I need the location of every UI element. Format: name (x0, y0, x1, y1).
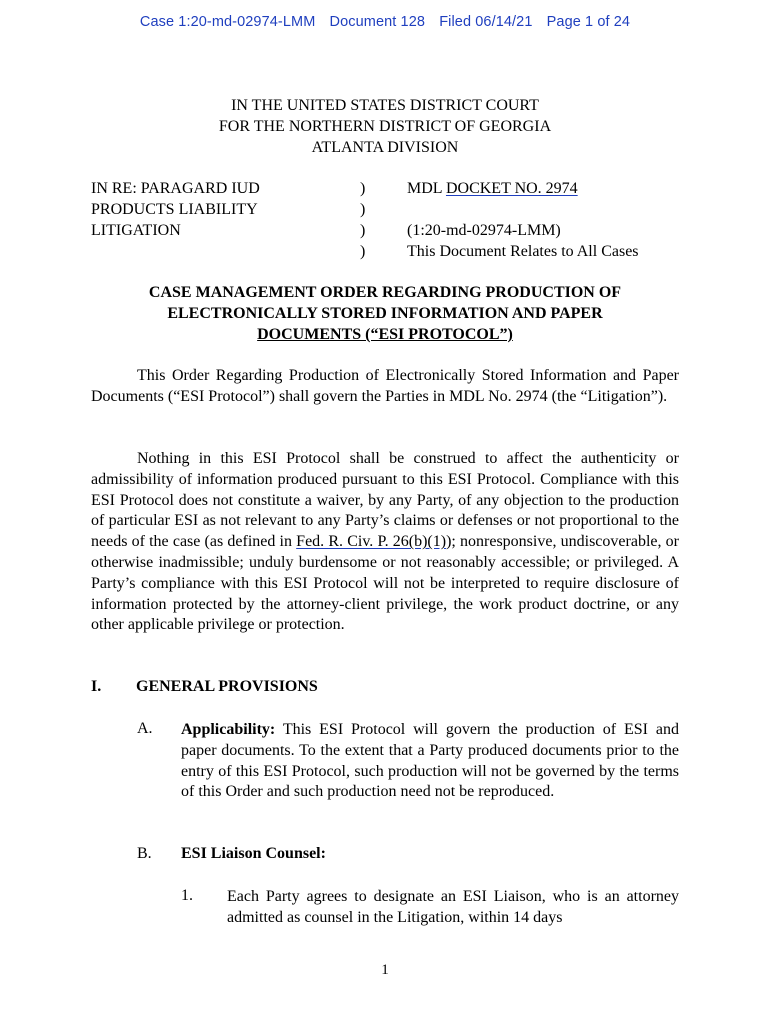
header-document-number: Document 128 (329, 14, 426, 30)
relates-line: This Document Relates to All Cases (407, 243, 639, 260)
court-heading (0, 95, 770, 158)
caption-paren: ) (360, 201, 366, 218)
mdl-prefix: MDL (407, 180, 446, 197)
caption-paren: ) (360, 243, 366, 260)
subsection-a-number: A. (137, 720, 153, 737)
section-number: I. (91, 678, 102, 695)
paragraph-2 (91, 449, 679, 636)
caption-line: IN RE: PARAGARD IUD (91, 180, 260, 197)
header-page-count: Page 1 of 24 (546, 14, 631, 30)
case-number-line: (1:20-md-02974-LMM) (407, 222, 561, 239)
caption-paren: ) (360, 180, 366, 197)
applicability-label: Applicability: (181, 721, 276, 738)
title-line-2: ELECTRONICALLY STORED INFORMATION AND PAPER (167, 305, 603, 322)
applicability-text: This ESI Protocol will govern the production of ESI and paper documents. To the extent that a Party produced documents prior to the entry of this ESI Protocol, such production will not be governed by the terms of this Order and such production need not be reproduced. (181, 721, 679, 801)
section-title: GENERAL PROVISIONS (136, 678, 318, 695)
ecf-header (0, 14, 770, 30)
fed-rule-link[interactable]: Fed. R. Civ. P. 26(b)(1) (296, 533, 447, 551)
subsection-b-title: ESI Liaison Counsel: (181, 845, 326, 862)
court-line-1: IN THE UNITED STATES DISTRICT COURT (231, 97, 539, 114)
page-number: 1 (381, 962, 389, 978)
order-title (0, 282, 770, 345)
paragraph-2-text-b: ); nonresponsive, undiscoverable, or otherwise inadmissible; unduly burdensome or not reasonably accessible; or privileged. A Party’s compliance with this ESI Protocol will not be interpreted to require disclosure of information protected by the attorney-client privilege, the work product doctrine, or any other applicable privilege or protection. (91, 533, 679, 634)
court-line-2: FOR THE NORTHERN DISTRICT OF GEORGIA (218, 118, 552, 135)
paragraph-1-text: This Order Regarding Production of Electronically Stored Information and Paper Documents (“ESI Protocol”) shall govern the Parties in MDL No. 2974 (the “Litigation”). (91, 367, 679, 405)
subsection-b-number: B. (137, 845, 152, 862)
title-line-3: DOCUMENTS (“ESI PROTOCOL”) (257, 326, 513, 343)
item-1-number: 1. (181, 887, 193, 904)
caption-paren: ) (360, 222, 366, 239)
title-line-1: CASE MANAGEMENT ORDER REGARDING PRODUCTION OF (148, 284, 622, 301)
subsection-a-body (181, 720, 679, 803)
header-case-number: Case 1:20-md-02974-LMM (139, 14, 316, 30)
blank-line (407, 199, 639, 220)
court-line-3: ATLANTA DIVISION (311, 139, 459, 156)
paragraph-2-text-a: Nothing in this ESI Protocol shall be construed to affect the authenticity or admissibility of information produced pursuant to this ESI Protocol. Compliance with this ESI Protocol does not constitute a waiver, by any Party, of any objection to the production of particular ESI as not relevant to any Party’s claims or defenses or not proportional to the needs of the case (as defined in (91, 450, 679, 551)
caption-line: LITIGATION (91, 222, 181, 239)
item-1-text: Each Party agrees to designate an ESI Liaison, who is an attorney admitted as counsel in the Litigation, within 14 days (227, 888, 679, 926)
paragraph-1 (91, 366, 679, 408)
case-caption-right (407, 178, 639, 262)
caption-line: PRODUCTS LIABILITY (91, 201, 258, 218)
header-filed-date: Filed 06/14/21 (439, 14, 533, 30)
case-caption-left (91, 178, 260, 241)
caption-parentheses (360, 178, 365, 262)
docket-link[interactable]: DOCKET NO. 2974 (445, 180, 578, 197)
mdl-docket-line (407, 178, 639, 199)
